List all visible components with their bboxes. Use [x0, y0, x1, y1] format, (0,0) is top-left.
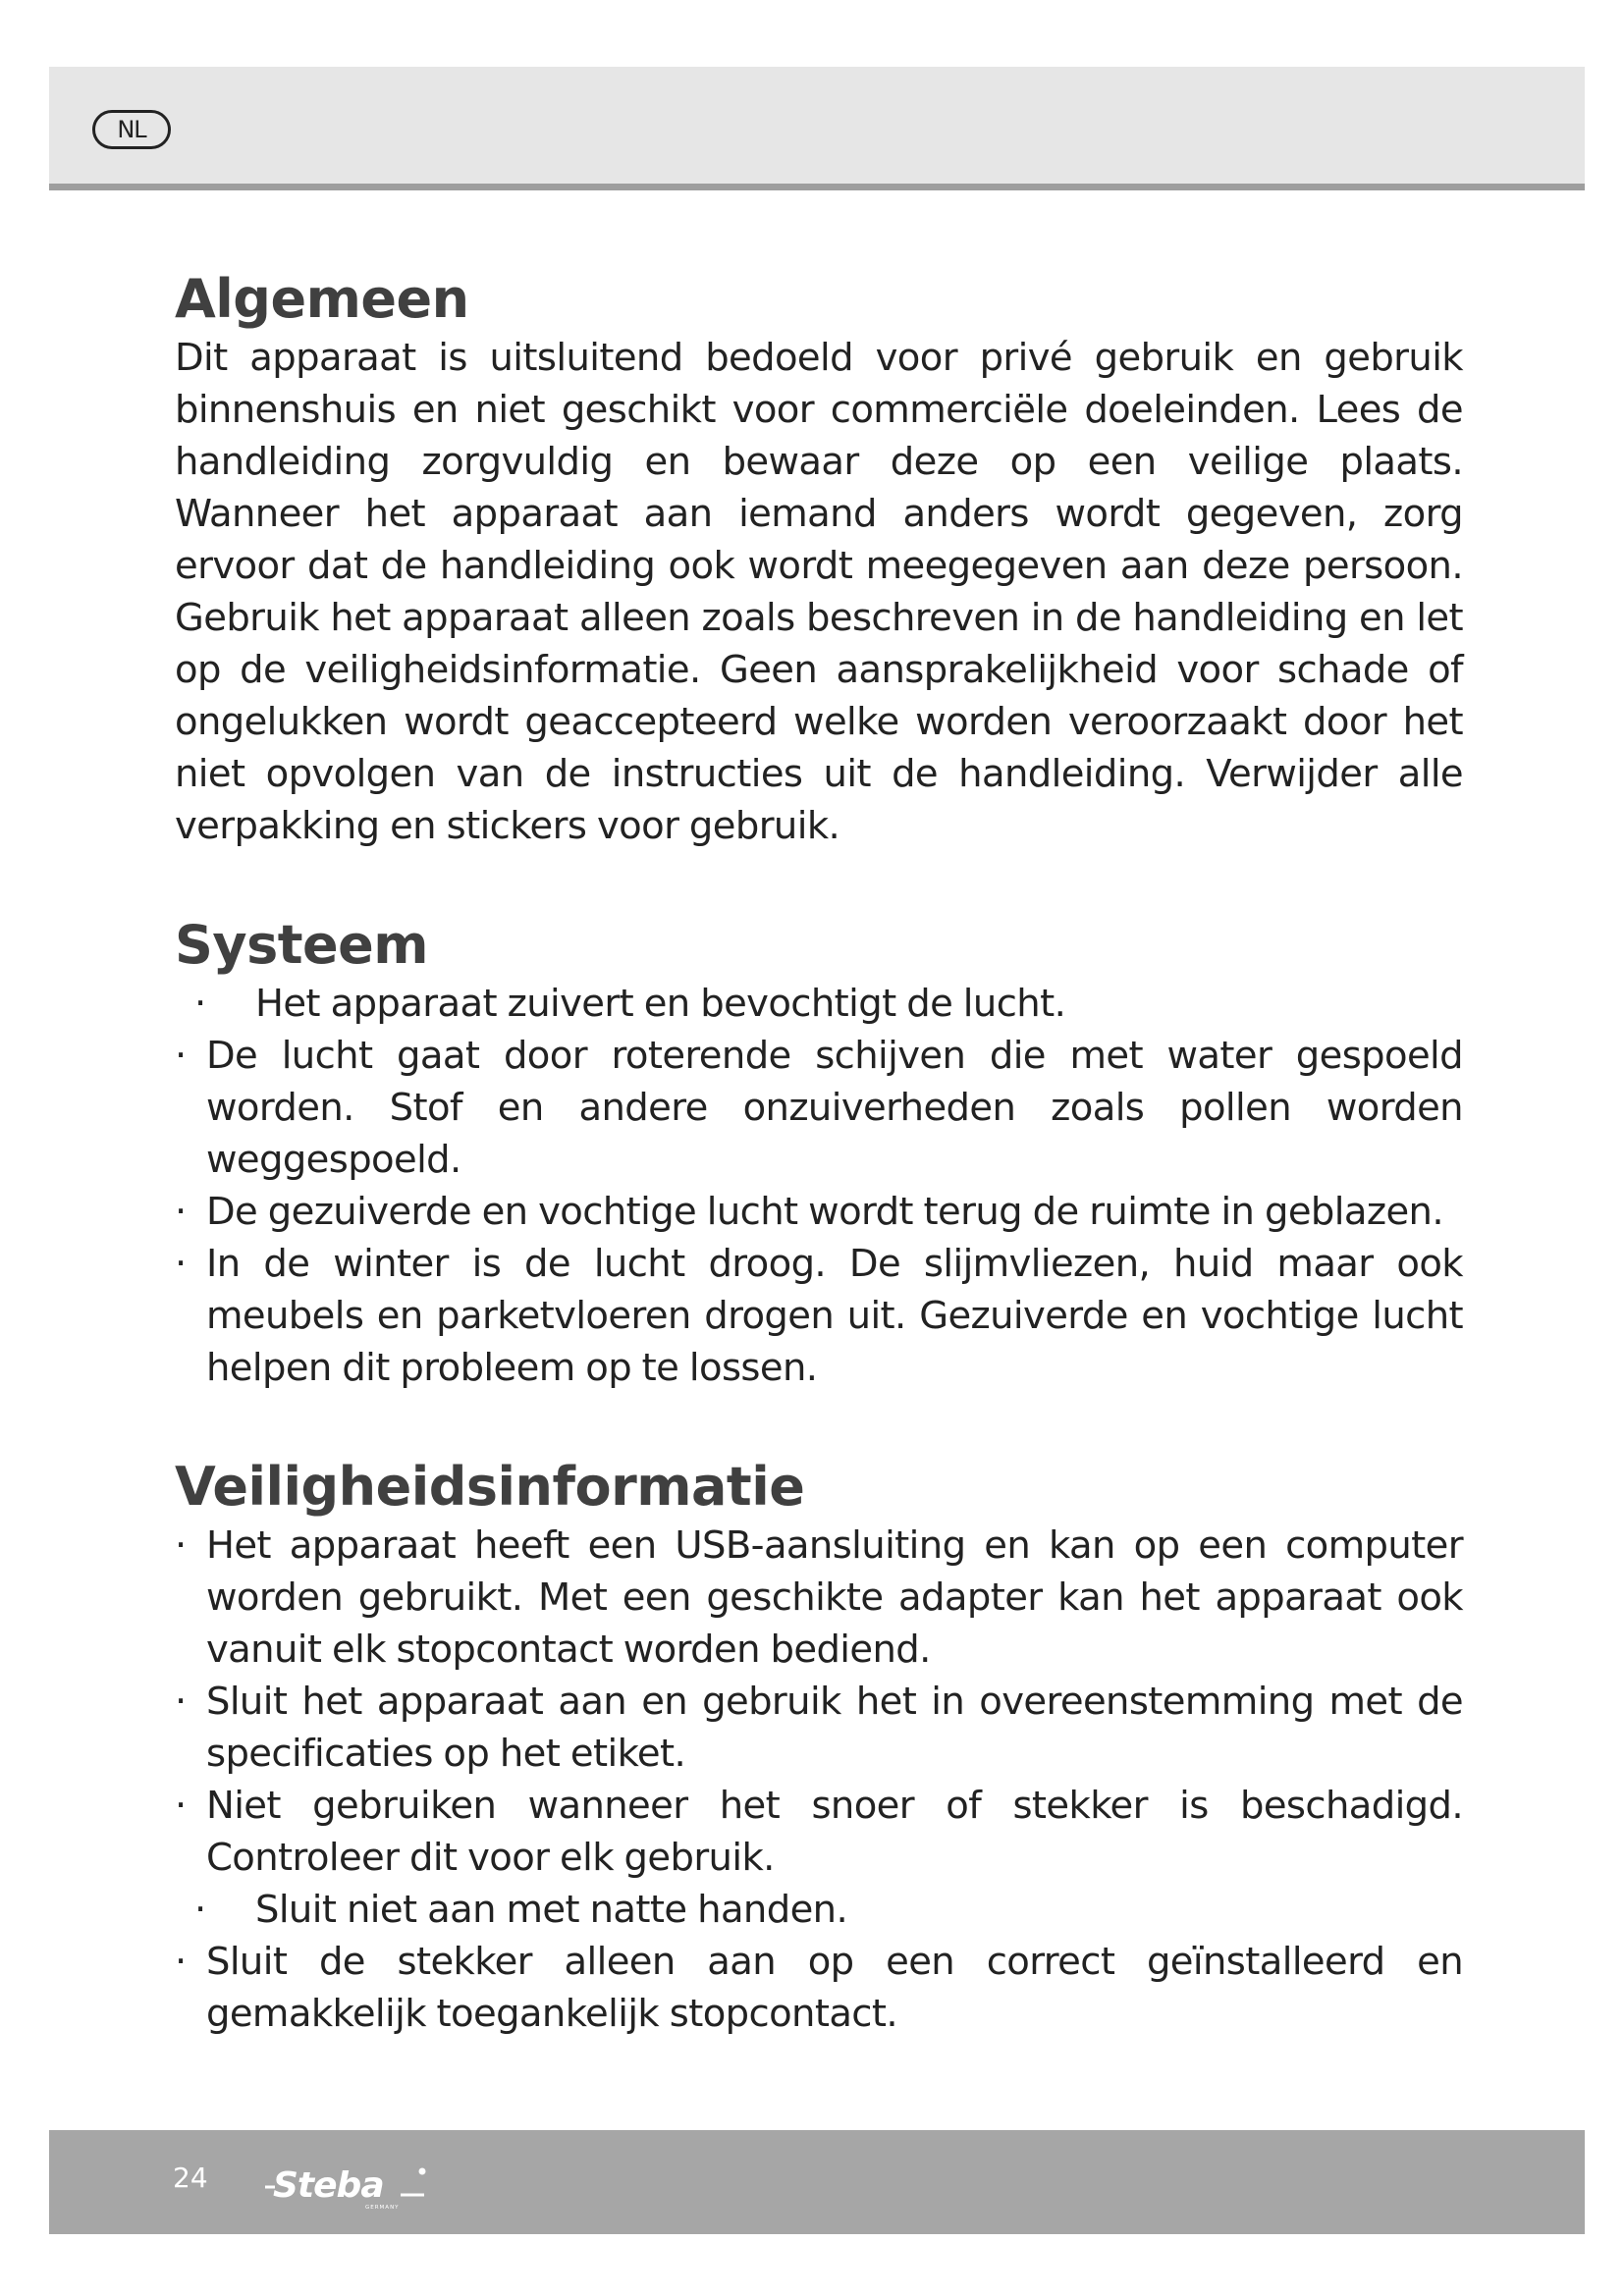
document-content — [175, 267, 1463, 2040]
section-algemeen — [175, 267, 1463, 852]
list-item: · Het apparaat heeft een USB-aansluiting en kan op een computer worden gebruikt. Met een geschikte adapter kan het apparaat ook vanuit elk stopcontact worden bediend. — [175, 1520, 1463, 1676]
section-title: Veiligheidsinformatie — [175, 1456, 805, 1518]
list-item: · Sluit het apparaat aan en gebruik het in overeenstemming met de specificaties op het etiket. — [175, 1676, 1463, 1780]
section-systeem — [175, 913, 1463, 1394]
list-item: · Sluit niet aan met natte handen. — [175, 1884, 1463, 1936]
page-number: 24 — [173, 2162, 208, 2194]
bullet-dot: · — [175, 1190, 187, 1234]
svg-text:GERMANY: GERMANY — [365, 2205, 400, 2211]
bullet-dot: · — [194, 982, 206, 1026]
list-item: · De lucht gaat door roterende schijven die met water gespoeld worden. Stof en andere onzuiverheden zoals pollen worden weggespoeld. — [175, 1030, 1463, 1186]
bullet-dot: · — [175, 1680, 187, 1724]
bullet-dot: · — [194, 1888, 206, 1932]
section-veiligheidsinformatie — [175, 1455, 1463, 2040]
steba-logo-icon — [259, 2158, 465, 2213]
list-item: · Het apparaat zuivert en bevochtigt de lucht. — [175, 978, 1463, 1030]
list-item: · De gezuiverde en vochtige lucht wordt terug de ruimte in geblazen. — [175, 1186, 1463, 1238]
bullet-list — [175, 978, 1463, 1394]
language-badge: NL — [92, 110, 171, 149]
bullet-list — [175, 1520, 1463, 2040]
section-title: Systeem — [175, 914, 429, 976]
section-paragraph: Dit apparaat is uitsluitend bedoeld voor privé gebruik en gebruik binnenshuis en niet geschikt voor commerciële doeleinden. Lees de handleiding zorgvuldig en bewaar deze op een veilige plaats. Wanneer het apparaat aan iemand anders wordt gegeven, zorg ervoor dat de handleiding ook wordt meegegeven aan deze persoon. Gebruik het apparaat alleen zoals beschreven in de handleiding en let op de veiligheidsinformatie. Geen aansprakelijkheid voor schade of ongelukken wordt geaccepteerd welke worden veroorzaakt door het niet opvolgen van de instructies uit de handleiding. Verwijder alle verpakking en stickers voor gebruik. — [175, 336, 1463, 848]
bullet-dot: · — [175, 1034, 187, 1078]
svg-text:Steba: Steba — [273, 2165, 384, 2206]
bullet-dot: · — [175, 1940, 187, 1984]
list-item: · Sluit de stekker alleen aan op een correct geïnstalleerd en gemakkelijk toegankelijk stopcontact. — [175, 1936, 1463, 2040]
section-title: Algemeen — [175, 268, 469, 330]
footer-bar — [49, 2130, 1585, 2234]
bullet-dot: · — [175, 1242, 187, 1286]
list-item: · In de winter is de lucht droog. De slijmvliezen, huid maar ook meubels en parketvloeren drogen uit. Gezuiverde en vochtige lucht helpen dit probleem op te lossen. — [175, 1238, 1463, 1394]
list-item: · Niet gebruiken wanneer het snoer of stekker is beschadigd. Controleer dit voor elk gebruik. — [175, 1780, 1463, 1884]
bullet-dot: · — [175, 1784, 187, 1828]
header-bar — [49, 67, 1585, 190]
bullet-dot: · — [175, 1523, 187, 1568]
